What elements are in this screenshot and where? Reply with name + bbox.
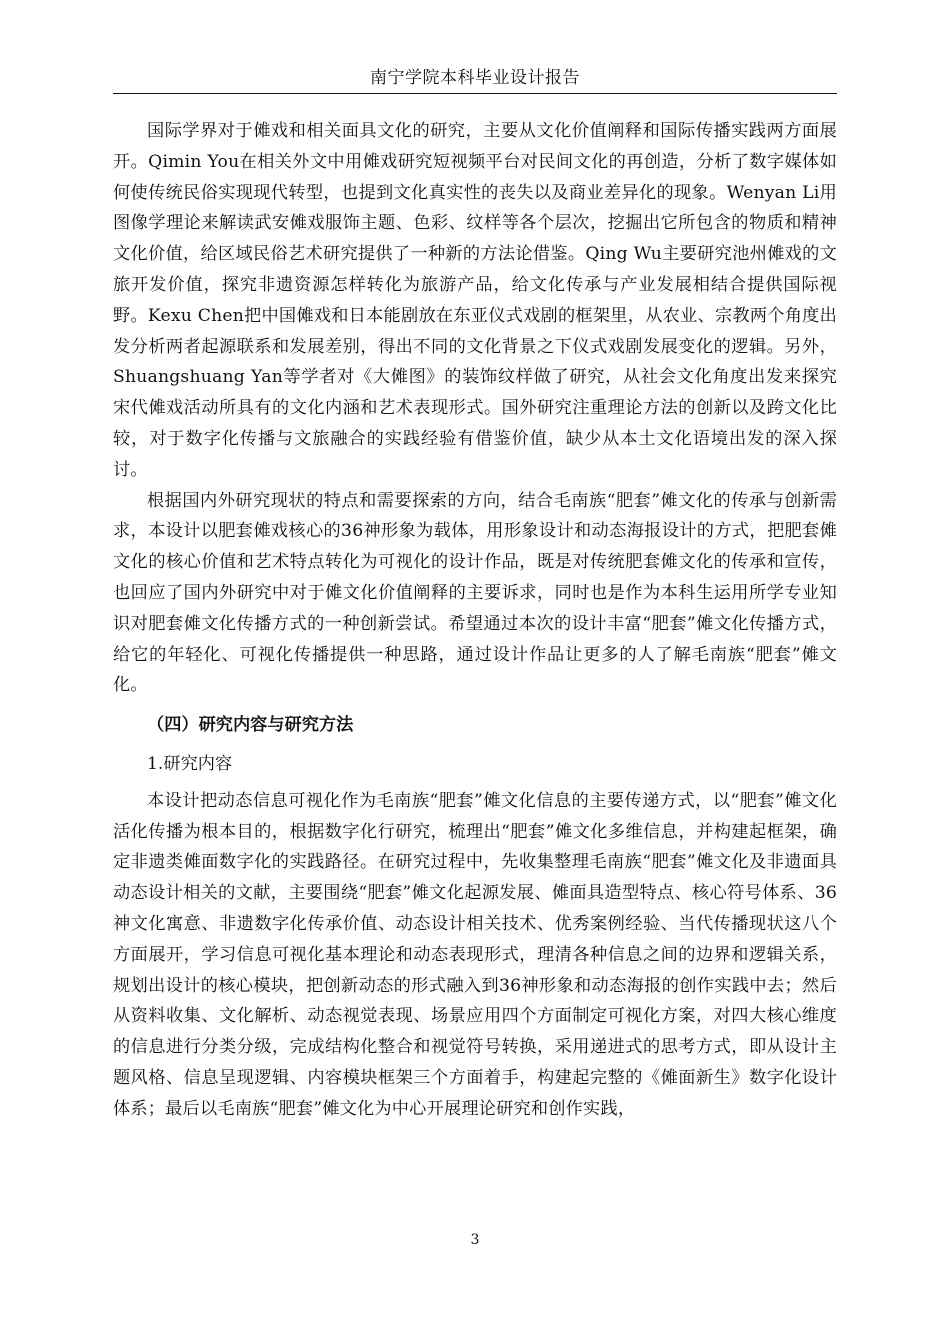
paragraph-international-research: 国际学界对于傩戏和相关面具文化的研究，主要从文化价值阐释和国际传播实践两方面展开。Qimin You在相关外文中用傩戏研究短视频平台对民间文化的再创造，分析了数字媒体如何使传统民俗实现现代转型，也提到文化真实性的丧失以及商业差异化的现象。Wenyan Li用图像学理论来解读武安傩戏服饰主题、色彩、纹样等各个层次，挖掘出它所包含的物质和精神文化价值，给区域民俗艺术研究提供了一种新的方法论借鉴。Qing Wu主要研究池州傩戏的文旅开发价值，探究非遗资源怎样转化为旅游产品，给文化传承与产业发展相结合提供国际视野。Kexu Chen把中国傩戏和日本能剧放在东亚仪式戏剧的框架里，从农业、宗教两个角度出发分析两者起源联系和发展差别，得出不同的文化背景之下仪式戏剧发展变化的逻辑。另外，Shuangshuang Yan等学者对《大傩图》的装饰纹样做了研究，从社会文化角度出发来探究宋代傩戏活动所具有的文化内涵和艺术表现形式。国外研究注重理论方法的创新以及跨文化比较，对于数字化传播与文旅融合的实践经验有借鉴价值，缺少从本土文化语境出发的深入探讨。	[113, 121, 837, 480]
page-number: 3	[470, 1232, 480, 1248]
page-header: 南宁学院本科毕业设计报告	[370, 68, 580, 88]
document-body	[113, 116, 837, 1125]
section-heading: （四）研究内容与研究方法	[147, 715, 354, 736]
subsection-heading: 1.研究内容	[147, 753, 233, 774]
paragraph-design-purpose: 根据国内外研究现状的特点和需要探索的方向，结合毛南族“肥套”傩文化的传承与创新需求，本设计以肥套傩戏核心的36神形象为载体，用形象设计和动态海报设计的方式，把肥套傩文化的核心价值和艺术特点转化为可视化的设计作品，既是对传统肥套傩文化的传承和宣传，也回应了国内外研究中对于傩文化价值阐释的主要诉求，同时也是作为本科生运用所学专业知识对肥套傩文化传播方式的一种创新尝试。希望通过本次的设计丰富“肥套”傩文化传播方式，给它的年轻化、可视化传播提供一种思路，通过设计作品让更多的人了解毛南族“肥套”傩文化。	[113, 490, 837, 696]
header-divider	[113, 93, 837, 94]
paragraph-research-content: 本设计把动态信息可视化作为毛南族“肥套”傩文化信息的主要传递方式，以“肥套”傩文化活化传播为根本目的，根据数字化行研究，梳理出“肥套”傩文化多维信息，并构建起框架，确定非遗类傩面数字化的实践路径。在研究过程中，先收集整理毛南族“肥套”傩文化及非遗面具动态设计相关的文献，主要围绕“肥套”傩文化起源发展、傩面具造型特点、核心符号体系、36神文化寓意、非遗数字化传承价值、动态设计相关技术、优秀案例经验、当代传播现状这八个方面展开，学习信息可视化基本理论和动态表现形式，理清各种信息之间的边界和逻辑关系，规划出设计的核心模块，把创新动态的形式融入到36神形象和动态海报的创作实践中去；然后从资料收集、文化解析、动态视觉表现、场景应用四个方面制定可视化方案，对四大核心维度的信息进行分类分级，完成结构化整合和视觉符号转换，采用递进式的思考方式，即从设计主题风格、信息呈现逻辑、内容模块框架三个方面着手，构建起完整的《傩面新生》数字化设计体系；最后以毛南族“肥套”傩文化为中心开展理论研究和创作实践，	[113, 790, 837, 1119]
